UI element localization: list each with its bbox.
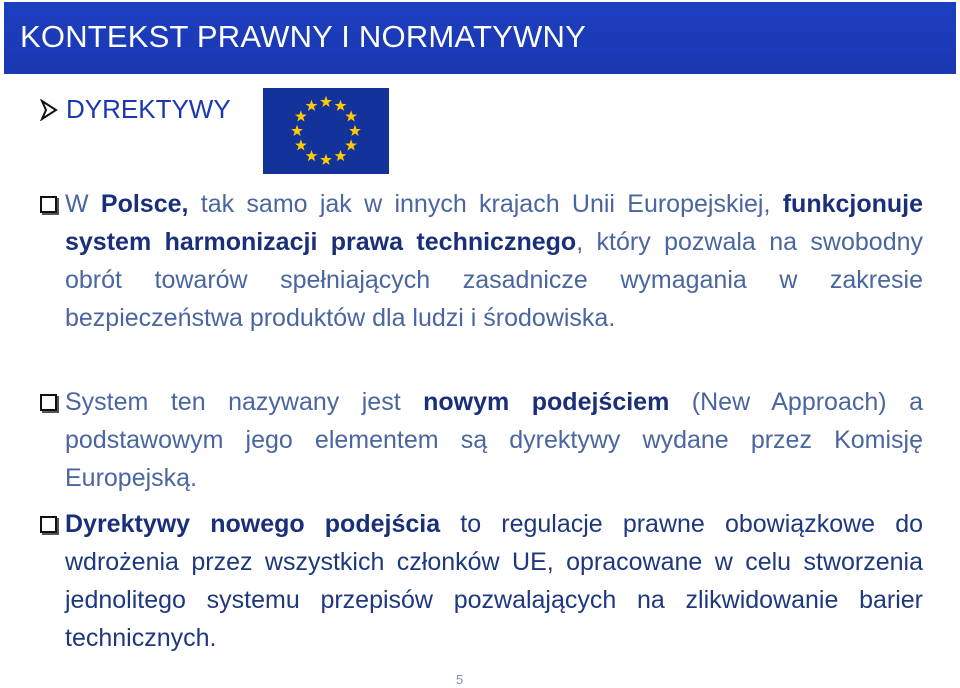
flag-star-icon bbox=[320, 154, 332, 165]
text: to regulacje prawne obowiązkowe do wdrożenia przez wszystkich członków UE, opracowane w celu stworzenia jednolitego systemu przepisów pozwalających na zlikwidowanie barier technicznych. bbox=[65, 510, 923, 652]
slide-title: KONTEKST PRAWNY I NORMATYWNY bbox=[20, 19, 586, 54]
checkbox-bullet-icon bbox=[40, 196, 57, 213]
checkbox-bullet-icon bbox=[40, 394, 57, 411]
bold-text: Dyrektywy nowego podejścia bbox=[65, 510, 441, 538]
bold-text: funkcjonuje system harmonizacji prawa technicznego bbox=[65, 190, 924, 256]
subheading-label: DYREKTYWY bbox=[66, 94, 231, 124]
flag-star-icon bbox=[291, 125, 303, 136]
subheading bbox=[38, 94, 231, 125]
paragraph-2 bbox=[65, 383, 923, 497]
text: W bbox=[65, 190, 101, 218]
flag-star-icon bbox=[345, 139, 357, 150]
arrow-right-icon bbox=[38, 99, 60, 121]
flag-star-icon bbox=[335, 100, 347, 111]
flag-star-icon bbox=[306, 100, 318, 111]
checkbox-bullet-icon bbox=[40, 516, 57, 533]
title-bar bbox=[4, 2, 956, 74]
bold-text: Polsce, bbox=[100, 190, 189, 218]
flag-star-icon bbox=[295, 110, 307, 121]
text: System ten nazywany jest bbox=[65, 388, 424, 416]
page-number: 5 bbox=[456, 672, 464, 687]
paragraph-1 bbox=[65, 185, 923, 337]
flag-star-icon bbox=[295, 139, 307, 150]
text: (New Approach) a podstawowym jego elementem są dyrektywy wydane przez Komisję Europejską. bbox=[65, 388, 923, 492]
flag-star-icon bbox=[320, 96, 332, 107]
text: , który pozwala na swobodny obrót towarów spełniających zasadnicze wymagania w zakresie bezpieczeństwa produktów dla ludzi i środowiska. bbox=[65, 228, 923, 332]
flag-star-icon bbox=[335, 150, 347, 161]
bold-text: nowym podejściem bbox=[423, 388, 670, 416]
text: tak samo jak w innych krajach Unii Europejskiej, bbox=[188, 190, 783, 218]
paragraph-3 bbox=[65, 505, 923, 657]
flag-star-icon bbox=[306, 150, 318, 161]
eu-flag-icon bbox=[263, 88, 389, 174]
flag-star-icon bbox=[345, 110, 357, 121]
flag-star-icon bbox=[349, 125, 361, 136]
